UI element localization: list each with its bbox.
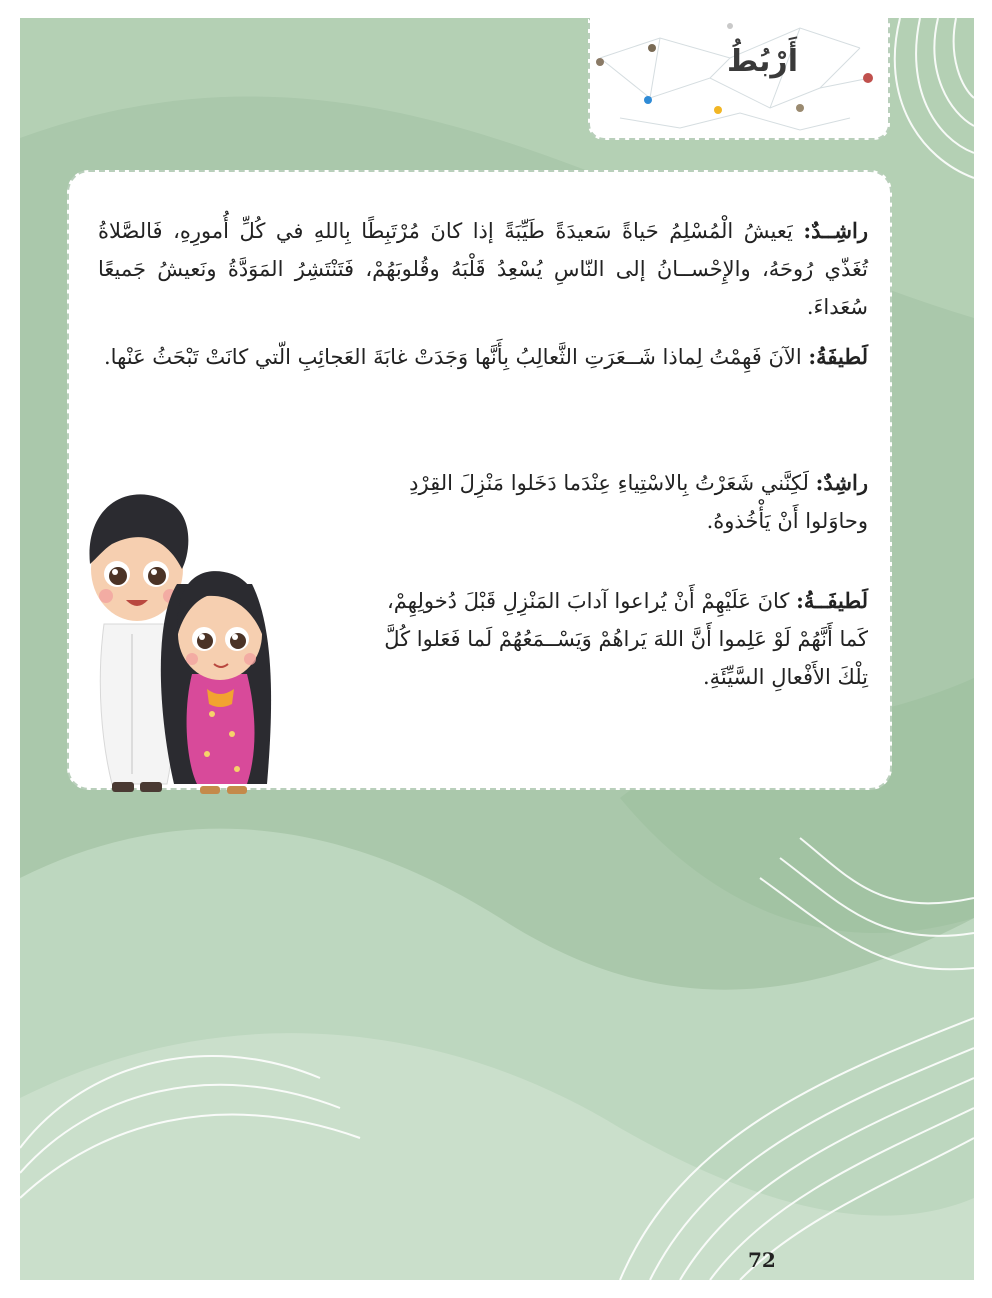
network-decoration-icon: [590, 18, 892, 140]
dialogue-text: يَعيشُ الْمُسْلِمُ حَياةً سَعيدَةً طَيِّبَةً إذا كانَ مُرْتَبِطًا بِاللهِ في كُلِّ أُمورِهِ، فَالصَّلاةُ تُغَذّي رُوحَهُ، والإِحْســانُ إلى النّاسِ يُسْعِدُ قَلْبَهُ وقُلوبَهُمْ، فَتَنْتَشِرُ المَوَدَّةُ ونَعيشُ جَميعًا سُعَداءَ.: [98, 219, 868, 319]
dialogue-line: [358, 582, 868, 696]
lesson-title: أَرْبُطُ: [727, 44, 798, 79]
girl-illustration-icon: [161, 571, 271, 794]
book-page: [20, 18, 974, 1280]
speaker-name: لَطيفَــةُ:: [796, 588, 868, 613]
dialogue-line: [358, 464, 868, 540]
dialogue-line: [98, 338, 868, 376]
children-illustration: [82, 484, 272, 804]
lesson-title-card: [588, 18, 890, 140]
dialogue-text: كانَ عَلَيْهِمْ أَنْ يُراعوا آدابَ المَنْزِلِ قَبْلَ دُخولِهِمْ، كَما أَنَّهُمْ لَوْ عَلِموا أَنَّ اللهَ يَراهُمْ وَيَسْــمَعُهُمْ لَما فَعَلوا كُلَّ تِلْكَ الأَفْعالِ السَّيِّئَةِ.: [384, 589, 868, 689]
speaker-name: راشِدٌ:: [815, 470, 868, 495]
speaker-name: لَطيفَةُ:: [808, 344, 868, 369]
speaker-name: راشِــدٌ:: [803, 218, 868, 243]
page-number: 72: [748, 1248, 776, 1272]
dialogue-text: الآنَ فَهِمْتُ لِماذا شَــعَرَتِ الثَّعالِبُ بِأَنَّها وَجَدَتْ غابَةَ العَجائِبِ الّتي كانَتْ تَبْحَثُ عَنْها.: [104, 345, 809, 369]
dialogue-line: [98, 212, 868, 326]
dialogue-text: لَكِنَّني شَعَرْتُ بِالاسْتِياءِ عِنْدَما دَخَلوا مَنْزِلَ القِرْدِ وحاوَلوا أَنْ يَأْخُذوهُ.: [409, 471, 868, 533]
